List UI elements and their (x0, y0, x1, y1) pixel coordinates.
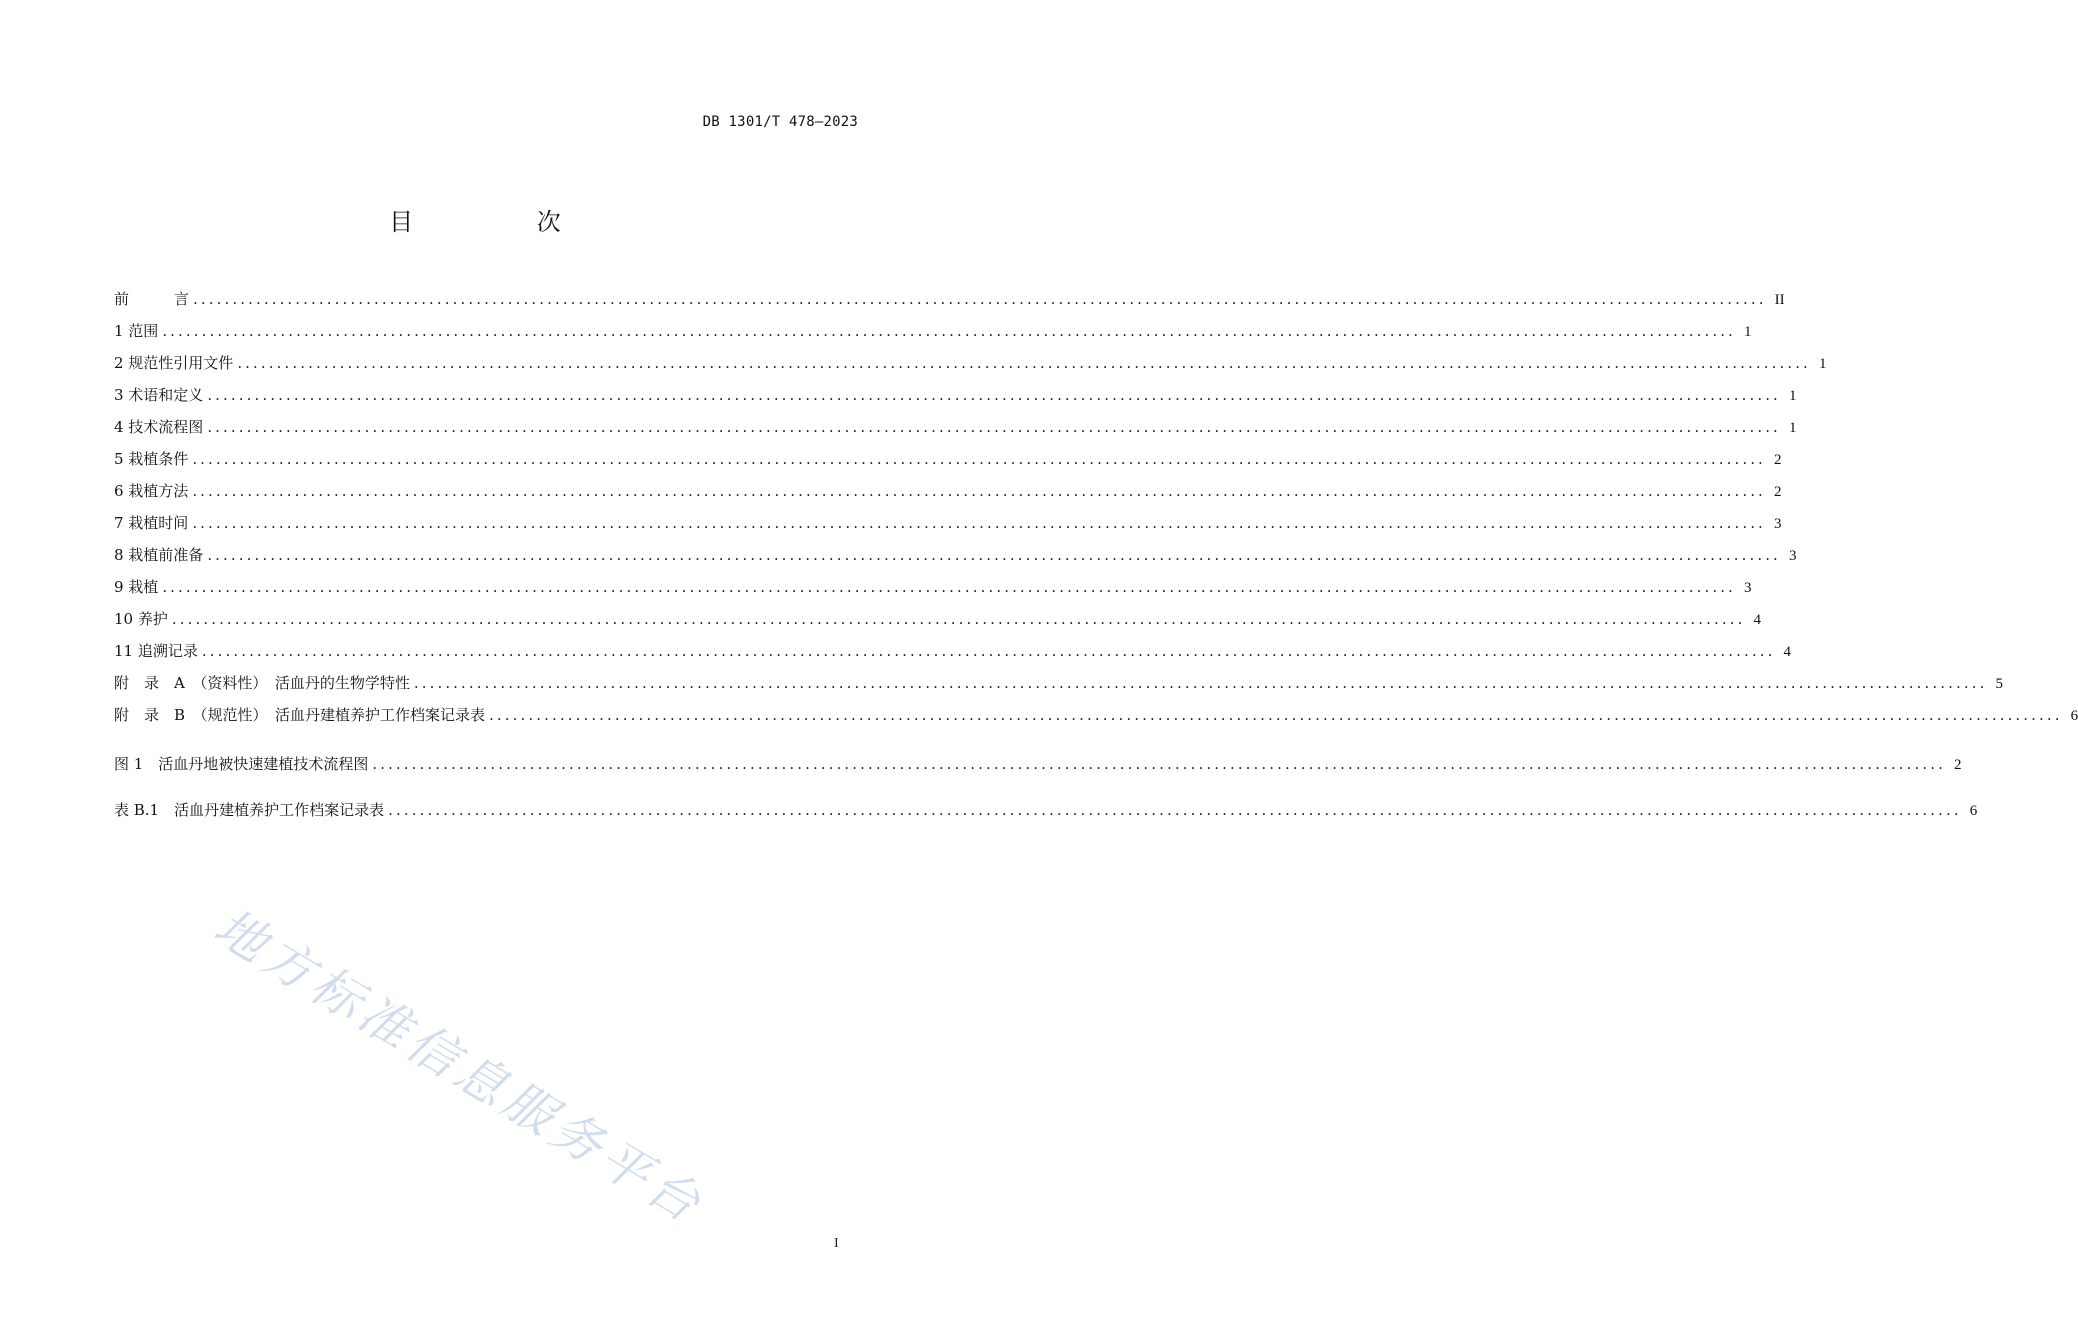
toc-entry-label: 附 录 A （资料性） 活血丹的生物学特性 (114, 674, 410, 692)
toc-entry-page: 2 (1953, 757, 1962, 773)
toc-entry-label: 6 栽植方法 (114, 482, 189, 500)
toc-entry[interactable] (114, 608, 1761, 640)
toc-entry-label: 10 养护 (114, 610, 168, 628)
toc-entry-page: 6 (1969, 803, 1978, 819)
toc-leader-dots: ........................................................................................................................................................................................................ (207, 418, 1781, 436)
toc-entry-label: 附 录 B （规范性） 活血丹建植养护工作档案记录表 (114, 706, 486, 724)
toc-entry[interactable] (114, 320, 1752, 352)
toc-leader-dots: ........................................................................................................................................................................................................ (237, 354, 1811, 372)
toc-leader-dots: ........................................................................................................................................................................................................ (413, 674, 1988, 692)
toc-entry-page: 2 (1773, 452, 1782, 468)
toc-entry-page: 3 (1788, 548, 1797, 564)
toc-entry-page: 1 (1788, 388, 1797, 404)
toc-entry-label: 3 术语和定义 (114, 386, 204, 404)
toc-entry-label: 9 栽植 (114, 578, 159, 596)
toc-entry[interactable] (114, 672, 2003, 704)
watermark: 地方标准信息服务平台 (204, 897, 715, 1236)
toc-entry-page: 4 (1753, 612, 1761, 628)
toc-leader-dots: ........................................................................................................................................................................................................ (201, 642, 1776, 660)
toc-leader-dots: ........................................................................................................................................................................................................ (192, 450, 1766, 468)
page-number: I (834, 1236, 839, 1251)
toc-entry-label: 2 规范性引用文件 (114, 354, 234, 372)
toc-entry[interactable] (114, 480, 1782, 512)
toc-entry-page: 3 (1773, 516, 1782, 532)
toc-entry-label: 8 栽植前准备 (114, 546, 204, 564)
toc-entry[interactable] (114, 448, 1782, 480)
toc-main-entries (114, 288, 2078, 736)
toc-entry-label: 7 栽植时间 (114, 514, 189, 532)
toc-entry[interactable] (114, 753, 1962, 785)
toc-entry[interactable] (114, 384, 1797, 416)
toc-entry-page: 2 (1773, 484, 1782, 500)
toc-leader-dots: ........................................................................................................................................................................................................ (162, 578, 1736, 596)
toc-leader-dots: ........................................................................................................................................................................................................ (162, 322, 1736, 340)
toc-entry[interactable] (114, 640, 1791, 672)
toc-entry[interactable] (114, 288, 1785, 320)
toc-entry-page: 1 (1818, 356, 1827, 372)
toc-entry-label: 图 1 活血丹地被快速建植技术流程图 (114, 755, 369, 773)
toc-entry[interactable] (114, 512, 1782, 544)
toc-entry[interactable] (114, 704, 2078, 736)
toc-entry-page: 1 (1788, 420, 1797, 436)
toc-leader-dots: ........................................................................................................................................................................................................ (489, 706, 2063, 724)
toc-leader-dots: ........................................................................................................................................................................................................ (192, 514, 1766, 532)
toc-leader-dots: ........................................................................................................................................................................................................ (193, 290, 1767, 308)
toc-entry[interactable] (114, 544, 1797, 576)
toc-entry-page: II (1774, 292, 1785, 308)
table-of-contents (114, 288, 2078, 831)
toc-entry[interactable] (114, 799, 1978, 831)
toc-entry-page: 4 (1783, 644, 1791, 660)
toc-leader-dots: ........................................................................................................................................................................................................ (388, 801, 1962, 819)
toc-leader-dots: ........................................................................................................................................................................................................ (207, 546, 1781, 564)
toc-leader-dots: ........................................................................................................................................................................................................ (171, 610, 1746, 628)
page-title: 目 次 (389, 208, 619, 236)
toc-entry[interactable] (114, 576, 1752, 608)
toc-entry-label: 5 栽植条件 (114, 450, 189, 468)
toc-entry-label: 4 技术流程图 (114, 418, 204, 436)
toc-entry-label: 前 言 (114, 290, 190, 308)
toc-entry-page: 3 (1743, 580, 1752, 596)
toc-figure-entries (114, 753, 1962, 785)
toc-entry-label: 11 追溯记录 (114, 642, 198, 660)
toc-entry[interactable] (114, 416, 1797, 448)
toc-entry-label: 表 B.1 活血丹建植养护工作档案记录表 (114, 801, 385, 819)
toc-leader-dots: ........................................................................................................................................................................................................ (207, 386, 1781, 404)
document-id: DB 1301/T 478—2023 (702, 114, 858, 130)
toc-leader-dots: ........................................................................................................................................................................................................ (192, 482, 1766, 500)
toc-leader-dots: ........................................................................................................................................................................................................ (372, 755, 1946, 773)
toc-entry-label: 1 范围 (114, 322, 159, 340)
toc-entry-page: 1 (1743, 324, 1752, 340)
toc-entry-page: 6 (2070, 708, 2078, 724)
toc-entry-page: 5 (1995, 676, 2003, 692)
toc-entry[interactable] (114, 352, 1827, 384)
toc-table-entries (114, 799, 1978, 831)
